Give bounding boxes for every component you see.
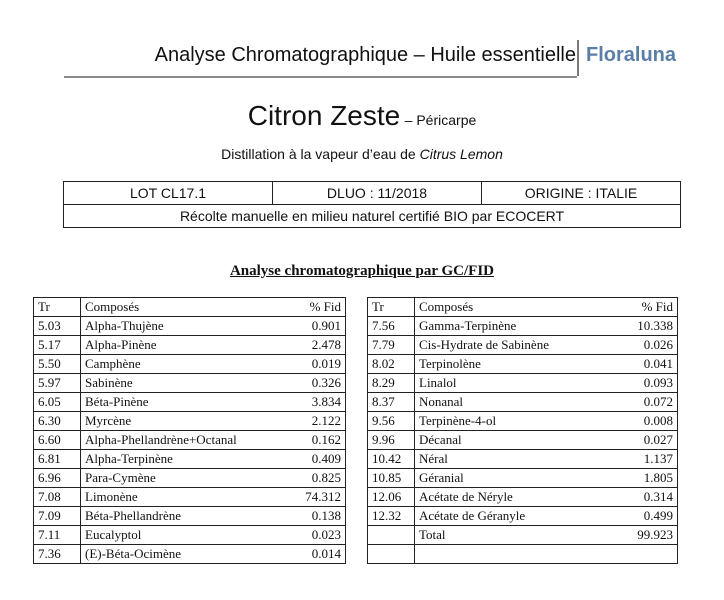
- tr-cell: 9.96: [368, 431, 415, 450]
- compound-cell: [415, 545, 614, 564]
- fid-cell: 0.027: [614, 431, 678, 450]
- compound-cell: Acétate de Néryle: [415, 488, 614, 507]
- empty-row: [368, 545, 678, 564]
- compound-cell: Alpha-Phellandrène+Octanal: [81, 431, 289, 450]
- fid-cell: 2.478: [288, 336, 345, 355]
- table-row: [34, 507, 346, 526]
- brand-logo-text: Floraluna: [586, 44, 677, 66]
- fid-cell: 0.014: [311, 546, 341, 561]
- compound-cell: Cis-Hydrate de Sabinène: [415, 336, 614, 355]
- table-row: [34, 374, 346, 393]
- fid-cell: 0.008: [614, 412, 678, 431]
- tr-cell: [368, 526, 415, 545]
- tr-cell: 10.42: [368, 450, 415, 469]
- lot-cell: LOT CL17.1: [64, 182, 273, 205]
- tr-cell: 5.50: [34, 355, 81, 374]
- fid-cell: 0.093: [614, 374, 678, 393]
- compound-cell: Gamma-Terpinène: [415, 317, 614, 336]
- compound-cell: Alpha-Terpinène: [81, 450, 289, 469]
- compound-cell: Décanal: [415, 431, 614, 450]
- tr-cell: 7.36: [34, 545, 81, 564]
- table-row: [34, 431, 346, 450]
- fid-cell: 0.409: [288, 450, 345, 469]
- product-subtitle: [0, 146, 724, 162]
- tr-cell: 10.85: [368, 469, 415, 488]
- table-row: [368, 317, 678, 336]
- header-title: Analyse Chromatographique – Huile essentielle: [154, 44, 576, 66]
- tr-cell: [368, 545, 415, 564]
- tr-cell: 8.37: [368, 393, 415, 412]
- compound-cell: Alpha-Pinène: [81, 336, 289, 355]
- total-label: Total: [415, 526, 614, 545]
- product-part: – Péricarpe: [404, 112, 477, 128]
- product-name: Citron Zeste: [247, 100, 401, 131]
- dluo-cell: DLUO : 11/2018: [273, 182, 482, 205]
- table-row: [34, 450, 346, 469]
- fid-cell: 10.338: [614, 317, 678, 336]
- table-row: [34, 488, 346, 507]
- compound-cell: Camphène: [81, 355, 289, 374]
- page-header: [64, 36, 694, 78]
- tr-cell: 6.60: [34, 431, 81, 450]
- table-row: [368, 374, 678, 393]
- fid-cell: 1.137: [614, 450, 678, 469]
- tr-cell: 6.81: [34, 450, 81, 469]
- table-header-row: [34, 298, 346, 317]
- table-row: [368, 393, 678, 412]
- compound-cell: Sabinène: [81, 374, 289, 393]
- compounds-table-left: [33, 297, 346, 564]
- tr-cell: 7.56: [368, 317, 415, 336]
- lot-info-row: [64, 182, 681, 205]
- header-tr: Tr: [34, 298, 81, 317]
- header-fid: % Fid: [288, 298, 345, 317]
- analysis-title: Analyse chromatographique par GC/FID: [229, 263, 495, 279]
- compound-cell: Nonanal: [415, 393, 614, 412]
- fid-cell: 0.026: [614, 336, 678, 355]
- table-row: [34, 336, 346, 355]
- total-value: 99.923: [614, 526, 678, 545]
- compound-cell: Myrcène: [81, 412, 289, 431]
- table-row: [34, 469, 346, 488]
- compound-cell: Géranial: [415, 469, 614, 488]
- table-row: [368, 336, 678, 355]
- header-compound: Composés: [81, 298, 289, 317]
- tr-cell: 12.32: [368, 507, 415, 526]
- tr-cell: 7.09: [34, 507, 81, 526]
- compound-cell: Limonène: [81, 488, 289, 507]
- lot-info-table: [63, 181, 681, 228]
- table-row: [34, 355, 346, 374]
- tr-cell: 7.11: [34, 526, 81, 545]
- fid-cell: 3.834: [288, 393, 345, 412]
- table-header-row: [368, 298, 678, 317]
- fid-cell: 0.499: [614, 507, 678, 526]
- tr-cell: 6.30: [34, 412, 81, 431]
- compound-cell: Eucalyptol: [81, 526, 289, 545]
- tr-cell: 5.17: [34, 336, 81, 355]
- header-tr: Tr: [368, 298, 415, 317]
- fid-cell: 0.072: [614, 393, 678, 412]
- fid-cell: 1.805: [614, 469, 678, 488]
- origin-cell: ORIGINE : ITALIE: [482, 182, 681, 205]
- product-title: [0, 100, 724, 132]
- fid-cell: [614, 545, 678, 564]
- fid-cell: 0.314: [614, 488, 678, 507]
- compound-cell: Béta-Pinène: [81, 393, 289, 412]
- harvest-cell: Récolte manuelle en milieu naturel certifié BIO par ECOCERT: [64, 205, 681, 228]
- tr-cell: 8.02: [368, 355, 415, 374]
- header-rule: [64, 76, 577, 78]
- tr-cell: 7.08: [34, 488, 81, 507]
- fid-cell: 0.901: [288, 317, 345, 336]
- table-row: [34, 526, 346, 545]
- fid-cell: 2.122: [288, 412, 345, 431]
- tr-cell: 9.56: [368, 412, 415, 431]
- table-row: [34, 412, 346, 431]
- tr-cell: 7.79: [368, 336, 415, 355]
- compound-cell: (E)-Béta-Ocimène: [85, 546, 182, 561]
- fid-cell: 0.138: [288, 507, 345, 526]
- fid-cell: 0.825: [288, 469, 345, 488]
- fid-cell: 0.019: [288, 355, 345, 374]
- compound-cell: Linalol: [415, 374, 614, 393]
- tr-cell: 5.03: [34, 317, 81, 336]
- tr-cell: 8.29: [368, 374, 415, 393]
- header-separator: [577, 40, 579, 76]
- fid-cell: 0.326: [288, 374, 345, 393]
- total-row: [368, 526, 678, 545]
- table-row: [34, 545, 346, 564]
- header-compound: Composés: [415, 298, 614, 317]
- compound-cell: Acétate de Géranyle: [415, 507, 614, 526]
- subtitle-species: Citrus Lemon: [419, 146, 503, 162]
- compounds-table-right: [367, 297, 678, 564]
- table-row: [368, 355, 678, 374]
- fid-cell: 0.041: [614, 355, 678, 374]
- compound-cell: Alpha-Thujène: [81, 317, 289, 336]
- table-row: [34, 317, 346, 336]
- compound-cell: Béta-Phellandrène: [81, 507, 289, 526]
- harvest-row: [64, 205, 681, 228]
- table-row: [368, 450, 678, 469]
- table-row: [368, 469, 678, 488]
- tr-cell: 12.06: [368, 488, 415, 507]
- header-fid: % Fid: [614, 298, 678, 317]
- compound-cell: Terpinène-4-ol: [415, 412, 614, 431]
- compound-cell: Para-Cymène: [81, 469, 289, 488]
- table-row: [368, 488, 678, 507]
- table-row: [34, 393, 346, 412]
- table-row: [368, 412, 678, 431]
- table-row: [368, 507, 678, 526]
- table-row: [368, 431, 678, 450]
- subtitle-prefix: Distillation à la vapeur d’eau de: [221, 146, 420, 162]
- compound-cell: Néral: [415, 450, 614, 469]
- tr-cell: 5.97: [34, 374, 81, 393]
- compound-cell: Terpinolène: [415, 355, 614, 374]
- fid-cell: 0.023: [288, 526, 345, 545]
- tr-cell: 6.05: [34, 393, 81, 412]
- tr-cell: 6.96: [34, 469, 81, 488]
- fid-cell: 0.162: [288, 431, 345, 450]
- fid-cell: 74.312: [288, 488, 345, 507]
